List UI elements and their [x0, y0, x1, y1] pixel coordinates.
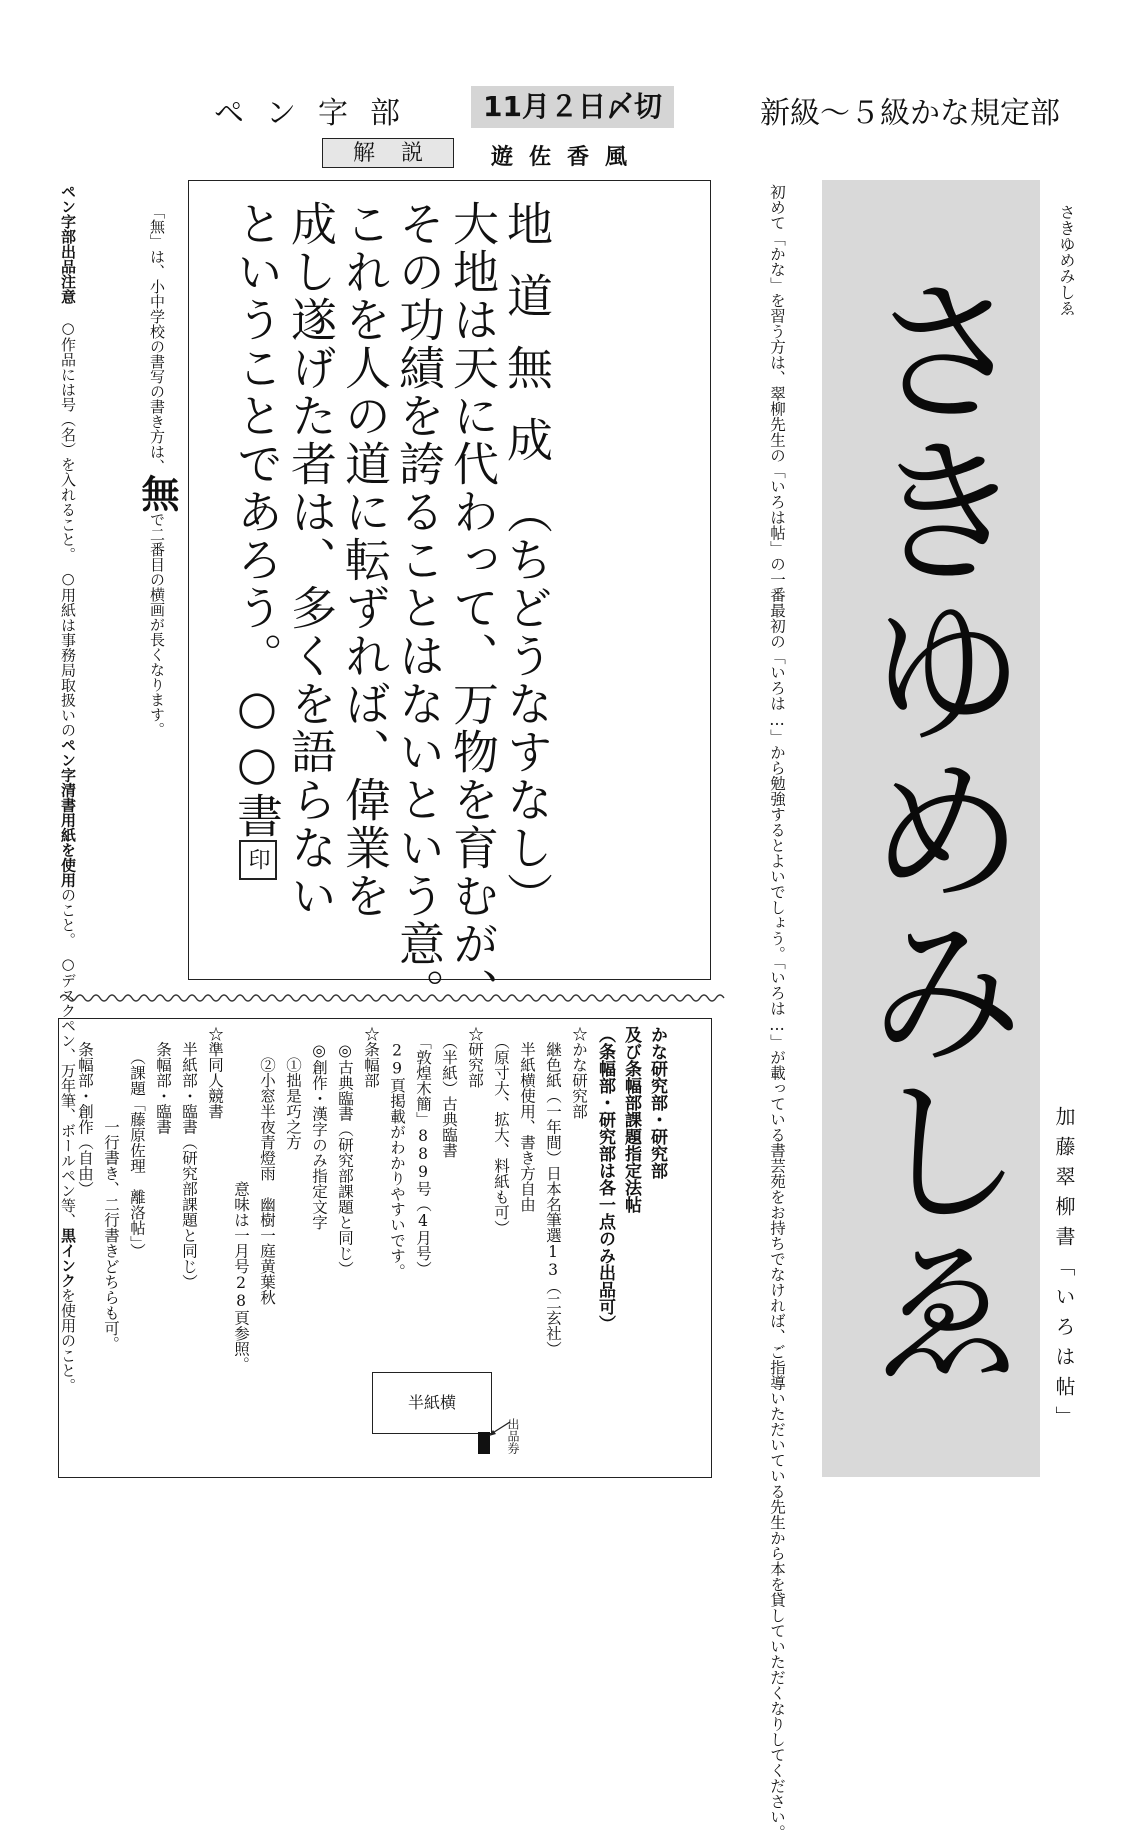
- caution-bold-paper: ペン字清書用紙を使用: [59, 737, 77, 888]
- mu-writing-tip: [135, 204, 179, 737]
- assignment-line: ②小窓半夜青燈雨 幽樹一庭黄葉秋: [258, 1026, 276, 1305]
- assignment-line: ①拙是巧之方: [284, 1026, 302, 1150]
- caution-heading: ペン字部出品注意: [59, 184, 77, 304]
- assignment-line: 継色紙（一年間）日本名筆選13（二玄社）: [544, 1026, 562, 1357]
- assignment-line: （課題「藤原佐理 離洛帖」）: [128, 1026, 146, 1259]
- mu-tip-text-2: で二番目の横画が長くなります。: [148, 512, 166, 737]
- seal-icon: 印: [239, 840, 277, 880]
- assignment-line: ☆研究部: [466, 1026, 484, 1088]
- model-reading: （ちどうなすなし）: [500, 488, 554, 920]
- kaisetsu-label: 解説: [322, 138, 454, 168]
- mu-tip-text-1: 「無」は、小中学校の書写の書き方は、: [148, 204, 166, 474]
- kana-model-chars: さきゆめみしゑ: [840, 268, 1027, 1388]
- assignment-line: （原寸大、拡大、料紙も可）: [492, 1026, 510, 1236]
- model-line-last: [230, 200, 284, 960]
- assignment-line: ☆準同人競書: [206, 1026, 224, 1119]
- hanshi-diagram: 半紙横: [372, 1372, 492, 1434]
- assignment-line: 条幅部・創作（自由）: [76, 1026, 94, 1197]
- assignment-line: 一行書き、二行書きどちらも可。: [102, 1026, 120, 1352]
- ticket-label: 出品券: [506, 1418, 520, 1454]
- department-title: ペン字部: [214, 96, 422, 131]
- model-line: その功績を誇ることはないという意。: [392, 200, 446, 1016]
- author-name: 遊佐香風: [491, 144, 644, 170]
- model-line-text: ということであろう。○○書: [230, 200, 284, 840]
- assignment-line: ◎古典臨書（研究部課題と同じ）: [336, 1026, 354, 1277]
- model-title-line: [500, 200, 554, 960]
- assignment-line: 半紙部・臨書（研究部課題と同じ）: [180, 1026, 198, 1290]
- submission-caution: [56, 184, 80, 1393]
- assignment-heading-3: （条幅部・研究部は各一点のみ出品可）: [595, 1026, 615, 1332]
- mu-example-char: 無: [135, 474, 179, 512]
- kana-reading: さきゆめみしゑ: [1057, 204, 1076, 316]
- assignment-line: （半紙）古典臨書: [440, 1026, 458, 1158]
- model-title: 地道無成: [500, 200, 554, 488]
- assignment-line: ◎創作・漢字のみ指定文字: [310, 1026, 328, 1230]
- beginner-intro: 初めて「かな」を習う方は、翠柳先生の「いろは帖」の一番最初の「いろは…」から勉強するとよいでしょう。「いろは…」が載っている書芸苑をお持ちでなければ、ご指導いただいている先生から本を貸していただくなりしてください。: [768, 184, 786, 1840]
- wavy-divider: [60, 990, 732, 1006]
- model-text: [230, 200, 554, 1016]
- caution-text-1: ○作品には号（名）を入れること。 ○用紙は事務局取扱いの: [59, 304, 77, 738]
- kana-credit: 加藤翠柳書「いろは帖」: [1052, 1106, 1076, 1436]
- level-title: 新級〜５級かな規定部: [760, 96, 1060, 131]
- deadline-badge: 11月２日〆切: [471, 86, 674, 128]
- model-line: 大地は天に代わって、万物を育むが、: [446, 200, 500, 1016]
- assignment-line: 条幅部・臨書: [154, 1026, 172, 1135]
- assignment-line: 半紙横使用、書き方自由: [518, 1026, 536, 1212]
- assignment-line: 意味は一月号28頁参照。: [232, 1026, 250, 1372]
- assignment-text: [72, 1026, 670, 1476]
- caution-text-3: を使用のこと。: [59, 1288, 77, 1393]
- model-line: これを人の道に転ずれば、偉業を: [338, 200, 392, 920]
- assignment-line: 29頁掲載がわかりやすいです。: [388, 1026, 406, 1279]
- model-line: 成し遂げた者は、多くを語らない: [284, 200, 338, 920]
- assignment-heading-1: かな研究部・研究部: [647, 1026, 667, 1179]
- caution-text-2: のこと。 ○デスクペン、万年筆、ボールペン等、: [59, 887, 77, 1228]
- assignment-heading-2: 及び条幅部課題指定法帖: [621, 1026, 641, 1213]
- caution-bold-ink: 黒インク: [59, 1228, 77, 1288]
- assignment-line: ☆条幅部: [362, 1026, 380, 1088]
- assignment-line: ☆かな研究部: [570, 1026, 588, 1119]
- assignment-line: 「敦煌木簡」889号（4月号）: [414, 1026, 432, 1277]
